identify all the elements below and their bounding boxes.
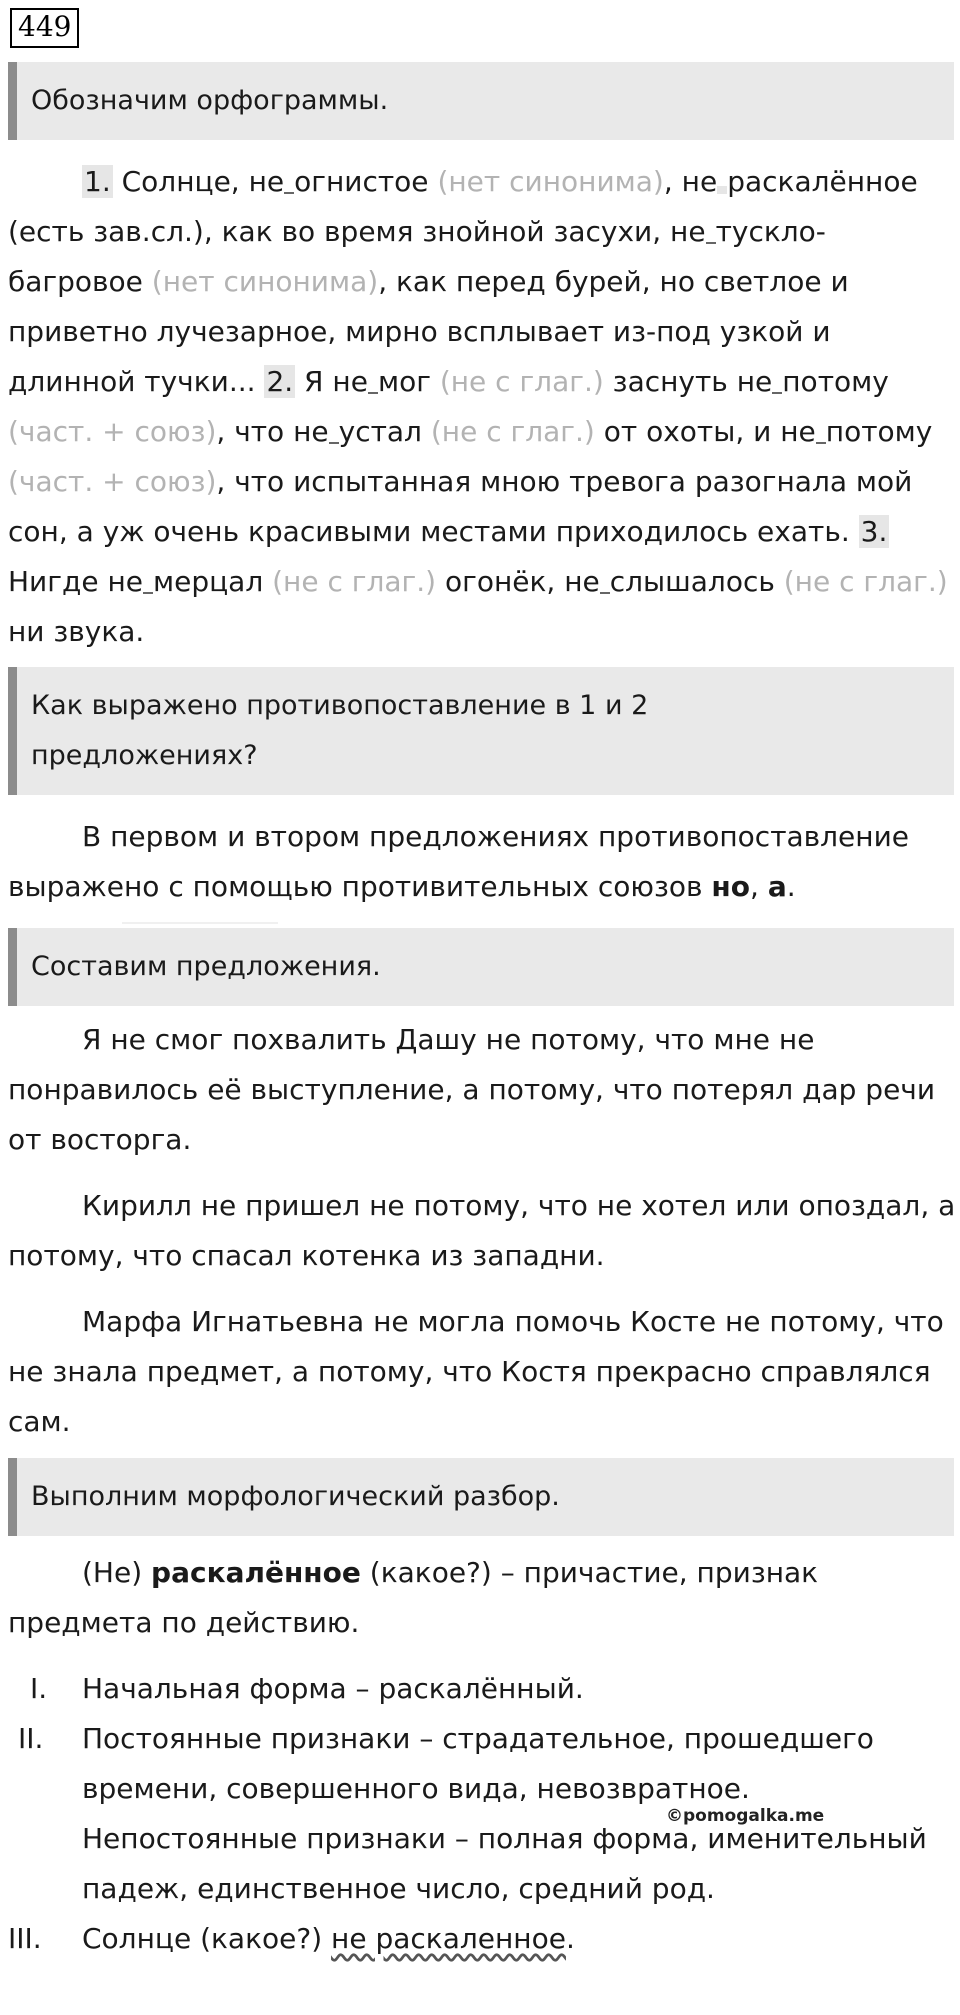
task-number: 449	[10, 8, 79, 48]
text-fragment: мерцал	[152, 565, 264, 598]
orthogram-mark	[329, 442, 339, 444]
list-mark: I.	[30, 1672, 48, 1705]
list-item	[8, 1664, 956, 1714]
sentence-text: Я не смог похвалить Дашу не потому, что мне не понравилось её выступление, а потому, что потерял дар речи от восторга.	[8, 1023, 936, 1156]
sentence-number-2: 2.	[266, 365, 294, 398]
orthogram-note: (част. + союз)	[8, 415, 217, 448]
text-fragment: тускло-багровое	[8, 215, 826, 298]
syntax-prefix: Солнце (какое?)	[82, 1922, 332, 1955]
orthogram-note: (не с глаг.)	[430, 365, 604, 398]
text-fragment: огнистое	[294, 165, 429, 198]
orthogram-mark	[284, 192, 294, 194]
text-fragment: Солнце, не	[112, 165, 285, 198]
text-fragment: мог	[377, 365, 431, 398]
text-fragment: Нигде не	[8, 565, 143, 598]
morphology-intro	[8, 1548, 956, 1648]
sentence-number-1: 1.	[84, 165, 111, 198]
list-mark: II.	[18, 1722, 44, 1755]
text-fragment: ни звука.	[8, 615, 145, 648]
orthograms-paragraph	[8, 157, 956, 657]
answer-text: В первом и втором предложениях противопоставление выражено с помощью противительных союзов	[8, 820, 910, 903]
watermark: ©pomogalka.me	[666, 1806, 825, 1826]
constant-features: Постоянные признаки – страдательное, прошедшего времени, совершенного вида, невозвратное.	[82, 1722, 874, 1805]
text-fragment: от охоты, и не	[594, 415, 816, 448]
text-fragment: слышалось	[609, 565, 775, 598]
section-header-orthograms: Обозначим орфограммы.	[8, 62, 954, 140]
sentence-number-3: 3.	[860, 515, 888, 548]
orthogram-note: (нет синонима)	[428, 165, 664, 198]
list-item	[8, 1914, 956, 1964]
orthogram-note: (не с глаг.)	[263, 565, 437, 598]
orthogram-mark	[600, 592, 610, 594]
text-fragment: , как перед бурей, но светлое и приветно лучезарное, мирно всплывает из-под узкой и длинной тучки...	[8, 265, 849, 398]
orthogram-mark	[143, 592, 153, 594]
text-fragment: Я не	[295, 365, 368, 398]
orthogram-mark	[368, 392, 378, 394]
text-fragment: , не	[663, 165, 718, 198]
sentence-3	[8, 1297, 956, 1447]
period: .	[786, 870, 796, 903]
orthogram-note: (част. + союз)	[8, 465, 217, 498]
list-text: Начальная форма – раскалённый.	[82, 1672, 584, 1705]
sentence-text: Кирилл не пришел не потому, что не хотел или опоздал, а потому, что спасал котенка из западни.	[8, 1189, 956, 1272]
section-header-question: Как выражено противопоставление в 1 и 2 предложениях?	[8, 667, 954, 795]
list-text	[82, 1714, 956, 1914]
syntax-role: не раскаленное	[331, 1922, 566, 1955]
section-header-morphology: Выполним морфологический разбор.	[8, 1458, 954, 1536]
orthogram-note: (не с глаг.)	[421, 415, 595, 448]
orthogram-note: (нет синонима)	[142, 265, 379, 298]
orthogram-mark	[772, 392, 782, 394]
conjunction-no: но	[711, 870, 751, 903]
orthogram-mark	[816, 442, 826, 444]
text-fragment: потому	[825, 415, 933, 448]
text-fragment: потому	[782, 365, 889, 398]
sentence-1	[8, 1015, 956, 1165]
divider	[122, 922, 278, 924]
text-fragment: устал	[338, 415, 422, 448]
period: .	[565, 1922, 575, 1955]
sentence-2	[8, 1181, 956, 1281]
conjunction-a: а	[767, 870, 787, 903]
section-header-sentences: Составим предложения.	[8, 928, 954, 1006]
variable-features: Непостоянные признаки – полная форма, именительный падеж, единственное число, средний род.	[82, 1822, 927, 1905]
intro-prefix: (Не)	[82, 1556, 152, 1589]
answer-paragraph	[8, 812, 956, 912]
list-text	[82, 1914, 956, 1964]
text-fragment: заснуть не	[603, 365, 773, 398]
orthogram-mark	[706, 242, 716, 244]
list-mark: III.	[8, 1922, 42, 1955]
intro-text: (какое?) – причастие, признак предмета по действию.	[8, 1556, 819, 1639]
orthogram-mark	[717, 186, 727, 194]
sentence-text: Марфа Игнатьевна не могла помочь Косте не потому, что не знала предмет, а потому, что Костя прекрасно справлялся сам.	[8, 1305, 944, 1438]
orthogram-note: (не с глаг.)	[774, 565, 948, 598]
analyzed-word: раскалённое	[151, 1556, 361, 1589]
text-fragment: огонёк, не	[436, 565, 600, 598]
text-fragment: , что не	[216, 415, 329, 448]
text-fragment: раскалённое (есть зав.сл.), как во время знойной засухи, не	[8, 165, 918, 248]
text-fragment: , что испытанная мною тревога разогнала мой сон, а уж очень красивыми местами приходилось ехать.	[8, 465, 913, 548]
separator: ,	[750, 870, 768, 903]
